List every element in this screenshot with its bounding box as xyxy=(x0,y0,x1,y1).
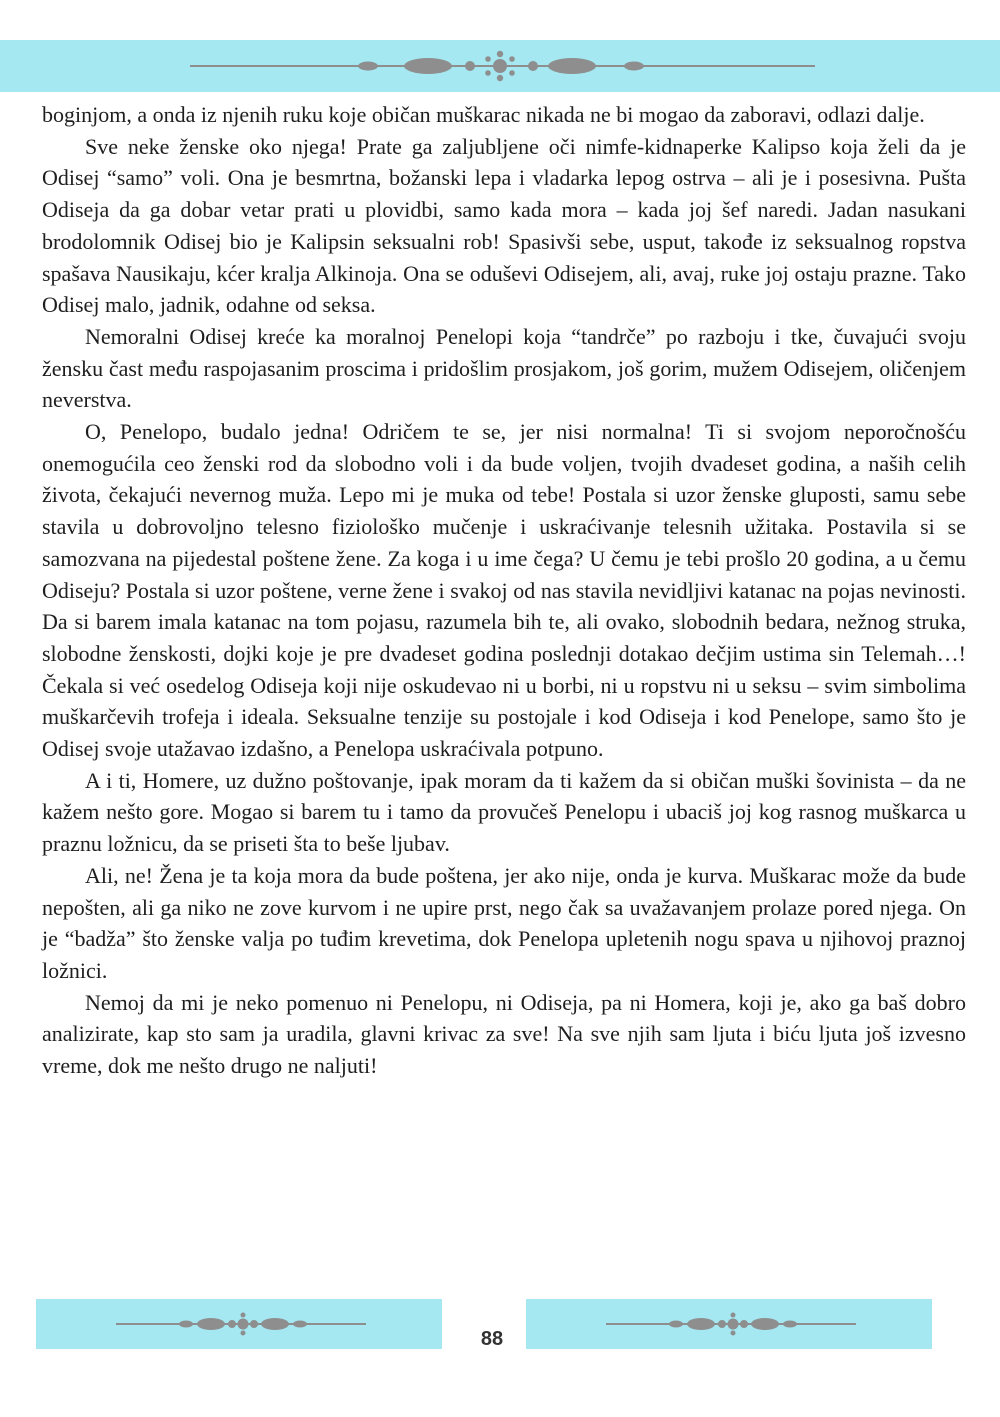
body-text xyxy=(42,99,966,1082)
paragraph: Nemoralni Odisej kreće ka moralnoj Penelopi koja “tandrče” po razboju i tke, čuvajući svoju žensku čast među raspojasanim proscima i pridošlim prosjakom, još gorim, mužem Odisejem, oličenjem neverstva. xyxy=(42,323,966,413)
paragraph: A i ti, Homere, uz dužno poštovanje, ipak moram da ti kažem da si običan muški šovinista – da ne kažem nešto gore. Mogao si barem tu i tamo da provučeš Penelopu i ubaciš joj kog rasnog muškarca u praznu ložnicu, da se priseti šta to beše ljubav. xyxy=(42,767,966,857)
paragraph: O, Penelopo, budalo jedna! Odričem te se, jer nisi normalna! Ti si svojom neporočnošću onemogućila ceo ženski rod da slobodno voli i da bude voljen, tvojih dvadeset godina, a naših celih života, čekajući nevernog muža. Lepo mi je muka od tebe! Postala si uzor ženske gluposti, samu sebe stavila u dobrovoljno telesno fiziološko mučenje i uskraćivanje telesnih užitaka. Postavila si se samozvana na pijedestal poštene žene. Za koga i u ime čega? U čemu je tebi prošlo 20 godina, a u čemu Odiseju? Postala si uzor poštene, verne žene i svakoj od nas stavila nevidljivi katanac na pojas nevinosti. Da si barem imala katanac na tom pojasu, razumela bih te, ali ovako, slobodnih bedara, nežnog struka, slobodne ženskosti, dojki koje je pre dvadeset godina poslednji dotakao dečjim ustima sin Telemah…! Čekala si već osedelog Odiseja koji nije oskudevao ni u borbi, ni u ropstvu ni u seksu – svim simbolima muškarčevih trofeja i ideala. Seksualne tenzije su postojale i kod Odiseja i kod Penelope, samo što je Odisej svoje utažavao izdašno, a Penelopa uskraćivala potpuno. xyxy=(42,419,966,762)
paragraph: Sve neke ženske oko njega! Prate ga zaljubljene oči nimfe-kidnaperke Kalipso koja želi da je Odisej “samo” voli. Ona je besmrtna, božanski lepa i vladarka lepog ostrva – ali je i posesivna. Pušta Odiseja da ga dobar vetar prati u plovidbi, samo kada mora – kada joj šef naredi. Jadan nasukani brodolomnik Odisej bio je Kalipsin seksualni rob! Spasivši sebe, usput, takođe iz seksualnog ropstva spašava Nausikaju, kćer kralja Alkinoja. Ona se oduševi Odisejem, ali, avaj, ruke joj ostaju prazne. Tako Odisej malo, jadnik, odahne od seksa. xyxy=(42,133,966,318)
footer-band-left xyxy=(36,1299,442,1349)
paragraph: boginjom, a onda iz njenih ruku koje običan muškarac nikada ne bi mogao da zaboravi, odlazi dalje. xyxy=(42,102,925,127)
page-number: 88 xyxy=(480,1328,504,1350)
footer-band-right xyxy=(526,1299,932,1349)
flourish-divider-icon xyxy=(526,1299,932,1349)
paragraph: Nemoj da mi je neko pomenuo ni Penelopu, ni Odiseja, pa ni Homera, koji je, ako ga baš dobro analizirate, kap sto sam ja uradila, glavni krivac za sve! Na sve njih sam ljuta i biću ljuta još izvesno vreme, dok me nešto drugo ne naljuti! xyxy=(42,989,966,1079)
flourish-divider-icon xyxy=(0,40,1000,92)
paragraph: Ali, ne! Žena je ta koja mora da bude poštena, jer ako nije, onda je kurva. Muškarac može da bude nepošten, ali ga niko ne zove kurvom i ne upire prst, nego čak sa uvažavanjem prolaze pored njega. On je “badža” što ženske valja po tuđim krevetima, dok Penelopa upletenih nogu spava u njihovoj praznoj ložnici. xyxy=(42,862,966,983)
header-band xyxy=(0,40,1000,92)
flourish-divider-icon xyxy=(36,1299,442,1349)
